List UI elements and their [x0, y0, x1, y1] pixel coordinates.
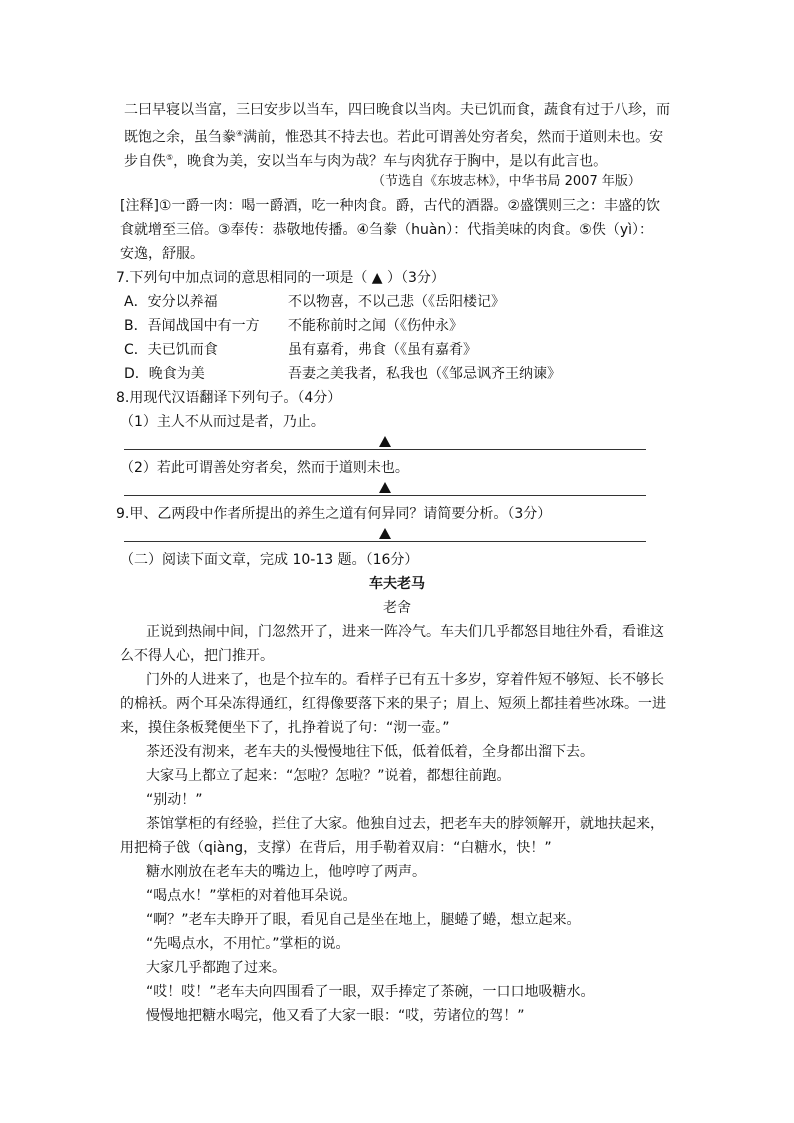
article-paragraph-line: “别动！”	[146, 792, 203, 808]
article-paragraph-line: “喝点水！”掌柜的对着他耳朵说。	[146, 888, 357, 904]
article-paragraph-line: 用把椅子戗（qiàng，支撑）在背后，用手勒着双肩：“白糖水，快！”	[120, 840, 552, 856]
q7-option-c: C．夫已饥而食	[124, 342, 218, 358]
question-7-stem: 7.下列句中加点词的意思相同的一项是（ ▲ ）（3分）	[116, 270, 445, 286]
article-paragraph-line: 正说到热闹中间，门忽然开了，进来一阵冷气。车夫们几乎都怒目地往外看，看谁这	[146, 624, 664, 640]
article-paragraph-line: “哎！哎！”老车夫向四围看了一眼，双手捧定了茶碗，一口口地吸糖水。	[146, 984, 595, 1000]
footnote-marker-5: ⑤	[166, 153, 174, 162]
article-author: 老舍	[383, 600, 411, 616]
q7-option-a-compare: 不以物喜，不以己悲（《岳阳楼记》	[288, 294, 505, 310]
source-citation: （节选自《东坡志林》，中华书局 2007 年版）	[372, 174, 641, 189]
annotation-line-3: 安逸，舒服。	[120, 246, 204, 262]
q7-option-d: D．晚食为美	[124, 366, 205, 382]
q7-option-a: A．安分以养福	[124, 294, 218, 310]
question-9-stem: 9.甲、乙两段中作者所提出的养生之道有何异同？请简要分析。（3分）	[116, 506, 552, 522]
passage-line-3: 步自佚⑤，晚食为美，安以当车与肉为哉？车与肉犹存于胸中，是以有此言也。	[124, 153, 608, 170]
annotation-line-1: [注释]①一爵一肉：喝一爵酒，吃一种肉食。爵，古代的酒器。②盛馔则三之：丰盛的饮	[120, 198, 661, 214]
article-paragraph-line: 来，摸住条板凳便坐下了，扎挣着说了句：“沏一壶。”	[120, 720, 450, 736]
article-paragraph-line: 大家几乎都跑了过来。	[146, 960, 286, 976]
answer-triangle-icon	[379, 482, 391, 493]
q7-option-d-compare: 吾妻之美我者，私我也（《邹忌讽齐王纳谏》	[288, 366, 561, 382]
question-8-stem: 8.用现代汉语翻译下列句子。（4分）	[116, 390, 342, 406]
article-paragraph-line: 门外的人进来了，也是个拉车的。看样子已有五十多岁，穿着件短不够短、长不够长	[146, 672, 664, 688]
q8-sentence-1: （1）主人不从而过是者，乃止。	[120, 414, 325, 430]
article-paragraph-line: 大家马上都立了起来：“怎啦？怎啦？”说着，都想往前跑。	[146, 768, 511, 784]
answer-triangle-icon	[379, 528, 391, 539]
article-paragraph-line: 茶馆掌柜的有经验，拦住了大家。他独自过去，把老车夫的脖领解开，就地扶起来，	[146, 816, 664, 832]
q8-sentence-2: （2）若此可谓善处穷者矣，然而于道则未也。	[120, 460, 409, 476]
answer-line-q8-1[interactable]	[124, 449, 646, 450]
q7-option-b-compare: 不能称前时之闻（《伤仲永》	[288, 318, 463, 334]
answer-line-q8-2[interactable]	[124, 495, 646, 496]
article-paragraph-line: 茶还没有沏来，老车夫的头慢慢地往下低，低着低着，全身都出溜下去。	[146, 744, 594, 760]
section-2-heading: （二）阅读下面文章，完成 10-13 题。（16分）	[120, 552, 419, 568]
annotation-line-2: 食就增至三倍。③奉传：恭敬地传播。④刍豢（huàn）：代指美味的肉食。⑤佚（yì）：	[120, 222, 654, 238]
article-paragraph-line: 的棉袄。两个耳朵冻得通红，红得像要落下来的果子；眉上、短须上都挂着些冰珠。一进	[120, 696, 666, 712]
footnote-marker-4: ④	[236, 129, 244, 138]
article-paragraph-line: 慢慢地把糖水喝完，他又看了大家一眼：“哎，劳诸位的驾！”	[146, 1008, 525, 1024]
article-paragraph-line: “先喝点水，不用忙。”掌柜的说。	[146, 936, 350, 952]
q7-option-c-compare: 虽有嘉肴，弗食（《虽有嘉肴》	[288, 342, 477, 358]
article-paragraph-line: “啊？”老车夫睁开了眼，看见自己是坐在地上，腿蜷了蜷，想立起来。	[146, 912, 581, 928]
article-paragraph-line: 么不得人心，把门推开。	[120, 648, 274, 664]
q7-option-b: B．吾闻战国中有一方	[124, 318, 260, 334]
passage-line-1: 二曰早寝以当富，三曰安步以当车，四曰晚食以当肉。夫已饥而食，蔬食有过于八珍，而	[124, 102, 670, 118]
answer-line-q9[interactable]	[124, 541, 646, 542]
article-title: 车夫老马	[369, 576, 425, 592]
passage-line-2: 既饱之余，虽刍豢④满前，惟恐其不持去也。若此可谓善处穷者矣，然而于道则未也。安	[124, 129, 664, 146]
article-paragraph-line: 糖水刚放在老车夫的嘴边上，他哼哼了两声。	[146, 864, 426, 880]
answer-triangle-icon	[379, 436, 391, 447]
